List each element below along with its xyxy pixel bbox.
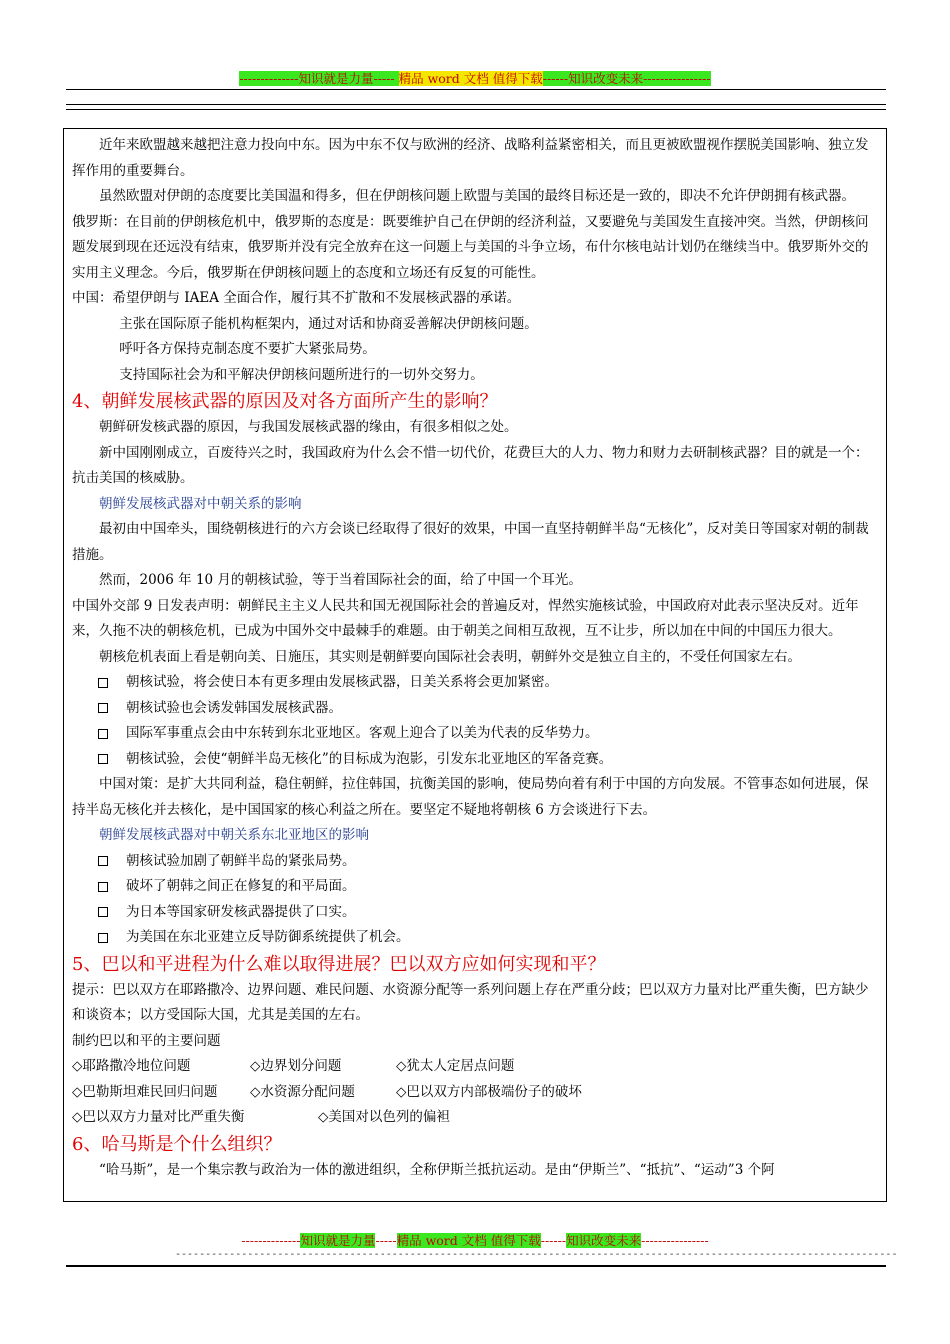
list-item-text: 破坏了朝韩之间正在修复的和平局面。: [126, 878, 356, 894]
paragraph: 俄罗斯：在目前的伊朗核危机中，俄罗斯的态度是：既要维护自己在伊朗的经济利益，又要避免与美国发生直接冲突。当然，伊朗核问题发展到现在还远没有结束，俄罗斯并没有完全放弃在这一问题上与美国的斗争立场，布什尔核电站计划仍在继续当中。俄罗斯外交的实用主义理念。今后，俄罗斯在伊朗核问题上的态度和立场还有反复的可能性。: [72, 213, 869, 281]
banner-slogan-1: 知识就是力量: [300, 1233, 376, 1248]
header-rule: [66, 89, 886, 90]
subheading: 朝鲜发展核武器对中朝关系的影响: [99, 495, 302, 512]
list-item: [98, 849, 880, 875]
list-item: [98, 925, 880, 951]
list-item-text: 为日本等国家研发核武器提供了口实。: [126, 903, 356, 920]
paragraph: 然而，2006 年 10 月的朝核试验，等于当着国际社会的面，给了中国一个耳光。: [99, 572, 582, 588]
header-banner: [0, 70, 950, 87]
paragraph: 最初由中国牵头，围绕朝核进行的六方会谈已经取得了很好的效果，中国一直坚持朝鲜半岛“无核化”，反对美日等国家对朝的制裁措施。: [72, 521, 869, 563]
banner-dash: ------: [540, 1233, 567, 1248]
issues-row: [72, 1080, 880, 1106]
banner-slogan-3: 知识改变未来: [566, 1233, 642, 1248]
banner-dash: ------: [542, 71, 569, 86]
issues-row: [72, 1105, 880, 1131]
issue-item: ◇水资源分配问题: [250, 1083, 355, 1100]
paragraph: 主张在国际原子能机构框架内，通过对话和协商妥善解决伊朗核问题。: [119, 315, 538, 332]
footer-dashed-line: ------------------------------------------------------------------------------------------------------------------------: [175, 1249, 898, 1260]
banner-slogan-2: 精品 word 文档 值得下载: [398, 71, 543, 86]
issue-item: ◇犹太人定居点问题: [396, 1058, 515, 1074]
list-item-text: 国际军事重点会由中东转到东北亚地区。客观上迎合了以美为代表的反华势力。: [126, 725, 599, 741]
banner-dash: --------------: [239, 71, 299, 86]
paragraph: 呼吁各方保持克制态度不要扩大紧张局势。: [119, 341, 376, 357]
banner-slogan-2: 精品 word 文档 值得下载: [396, 1233, 541, 1248]
paragraph: 提示：巴以双方在耶路撒冷、边界问题、难民问题、水资源分配等一系列问题上存在严重分歧；巴以双方力量对比严重失衡，巴方缺少和谈资本；以方受国际大国，尤其是美国的左右。: [72, 981, 869, 1023]
issue-item: ◇美国对以色列的偏袒: [318, 1109, 450, 1125]
footer-rule: [66, 1265, 886, 1267]
list-item-text: 朝核试验也会诱发韩国发展核武器。: [126, 699, 342, 716]
paragraph: “哈马斯”，是一个集宗教与政治为一体的激进组织，全称伊斯兰抵抗运动。是由“伊斯兰”、“抵抗”、“运动”3 个阿: [99, 1161, 775, 1178]
list-item: [98, 874, 880, 900]
footer-banner: [0, 1232, 950, 1249]
issues-row: [72, 1054, 880, 1080]
banner-dash: ----------------: [643, 71, 711, 86]
list-item: [98, 747, 880, 773]
list-item: [98, 670, 880, 696]
list-item-text: 朝核试验，将会使日本有更多理由发展核武器，日美关系将会更加紧密。: [126, 674, 558, 690]
paragraph: 中国：希望伊朗与 IAEA 全面合作，履行其不扩散和不发展核武器的承诺。: [72, 290, 521, 306]
issue-item: ◇巴以双方内部极端份子的破坏: [396, 1083, 582, 1100]
section-heading: 4、朝鲜发展核武器的原因及对各方面所产生的影响？: [72, 391, 498, 412]
banner-dash: --------------: [241, 1233, 301, 1248]
square-bullet-icon: [98, 754, 108, 764]
banner-slogan-1: 知识就是力量: [298, 71, 374, 86]
list-item: [98, 696, 880, 722]
subheading: 朝鲜发展核武器对中朝关系东北亚地区的影响: [99, 827, 369, 843]
banner-dash: ----------------: [641, 1233, 709, 1248]
issue-item: ◇巴以双方力量对比严重失衡: [72, 1109, 245, 1125]
banner-slogan-3: 知识改变未来: [568, 71, 644, 86]
paragraph: 近年来欧盟越来越把注意力投向中东。因为中东不仅与欧洲的经济、战略利益紧密相关，而且更被欧盟视作摆脱美国影响、独立发挥作用的重要舞台。: [72, 137, 869, 179]
list-item-text: 为美国在东北亚建立反导防御系统提供了机会。: [126, 929, 410, 945]
paragraph: 朝核危机表面上看是朝向美、日施压，其实则是朝鲜要向国际社会表明，朝鲜外交是独立自主的，不受任何国家左右。: [99, 648, 801, 665]
square-bullet-icon: [98, 882, 108, 892]
paragraph: 中国对策：是扩大共同利益，稳住朝鲜，拉住韩国，抗衡美国的影响，使局势向着有利于中国的方向发展。不管事态如何进展，保持半岛无核化并去核化，是中国国家的核心利益之所在。要坚定不疑地将朝核 6 方会谈进行下去。: [72, 776, 869, 818]
list-item: [98, 721, 880, 747]
issue-item: ◇耶路撒冷地位问题: [72, 1058, 191, 1074]
bullet-list: [72, 849, 880, 951]
content-box: [63, 128, 887, 1202]
header-rule: [66, 109, 886, 110]
list-item-text: 朝核试验，会使“朝鲜半岛无核化”的目标成为泡影，引发东北亚地区的军备竞赛。: [126, 750, 613, 767]
banner-dash: -----: [373, 71, 395, 86]
square-bullet-icon: [98, 856, 108, 866]
square-bullet-icon: [98, 933, 108, 943]
header-rule: [66, 104, 886, 105]
issues-title: 制约巴以和平的主要问题: [72, 1032, 221, 1049]
square-bullet-icon: [98, 729, 108, 739]
bullet-list: [72, 670, 880, 772]
issue-item: ◇巴勒斯坦难民回归问题: [72, 1083, 218, 1100]
square-bullet-icon: [98, 703, 108, 713]
section-heading: 6、哈马斯是个什么组织？: [72, 1133, 282, 1155]
banner-dash: -----: [375, 1233, 397, 1248]
paragraph: 朝鲜研发核武器的原因，与我国发展核武器的缘由，有很多相似之处。: [99, 419, 518, 435]
section-heading: 5、巴以和平进程为什么难以取得进展？巴以双方应如何实现和平？: [72, 953, 606, 975]
issue-item: ◇边界划分问题: [250, 1058, 342, 1074]
paragraph: 支持国际社会为和平解决伊朗核问题所进行的一切外交努力。: [119, 366, 484, 383]
square-bullet-icon: [98, 907, 108, 917]
list-item-text: 朝核试验加剧了朝鲜半岛的紧张局势。: [126, 852, 356, 869]
paragraph: 虽然欧盟对伊朗的态度要比美国温和得多，但在伊朗核问题上欧盟与美国的最终目标还是一致的，即决不允许伊朗拥有核武器。: [99, 188, 855, 204]
square-bullet-icon: [98, 678, 108, 688]
paragraph: 中国外交部 9 日发表声明：朝鲜民主主义人民共和国无视国际社会的普遍反对，悍然实施核试验，中国政府对此表示坚决反对。近年来，久拖不决的朝核危机，已成为中国外交中最棘手的难题。由于朝美之间相互敌视，互不让步，所以加在中间的中国压力很大。: [72, 597, 859, 639]
paragraph: 新中国刚刚成立，百废待兴之时，我国政府为什么会不惜一切代价，花费巨大的人力、物力和财力去研制核武器？目的就是一个：抗击美国的核威胁。: [72, 444, 869, 486]
list-item: [98, 900, 880, 926]
